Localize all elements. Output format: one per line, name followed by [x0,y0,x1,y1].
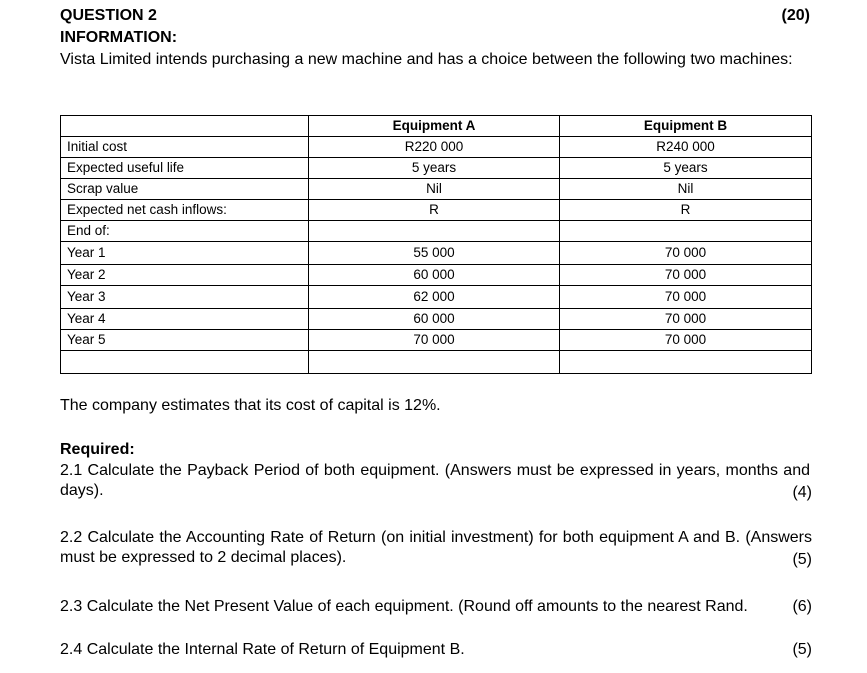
table-row [61,158,812,179]
equipment-a-value [309,351,560,374]
question-marks: (6) [792,598,812,615]
row-label: Initial cost [61,137,309,158]
row-label: Scrap value [61,179,309,200]
equipment-b-value: 70 000 [560,242,812,265]
equipment-b-value: 70 000 [560,265,812,286]
equipment-b-value: 70 000 [560,286,812,309]
question-text: 2.3 Calculate the Net Present Value of each equipment. (Round off amounts to the nearest Rand. [60,598,748,615]
question-marks: (5) [792,551,812,568]
question-item [60,640,812,660]
equipment-b-value [560,221,812,242]
equipment-a-value: 5 years [309,158,560,179]
table-row [61,179,812,200]
question-item [60,461,812,501]
equipment-b-value: R [560,200,812,221]
table-row [61,242,812,265]
table-header-cell [61,116,309,137]
row-label: Year 3 [61,286,309,309]
equipment-a-value: 62 000 [309,286,560,309]
equipment-a-value: 70 000 [309,330,560,351]
equipment-b-value: Nil [560,179,812,200]
table-row [61,200,812,221]
question-text: 2.4 Calculate the Internal Rate of Return of Equipment B. [60,641,465,658]
question-title: QUESTION 2 [60,7,157,24]
question-item [60,597,812,617]
equipment-a-value [309,221,560,242]
question-marks: (4) [792,484,812,501]
row-label: Expected net cash inflows: [61,200,309,221]
information-heading: INFORMATION: [60,29,178,46]
table-row [61,309,812,330]
question-text: 2.2 Calculate the Accounting Rate of Return (on initial investment) for both equipment A and B. (Answers must be expressed to 2 decimal places). [60,529,812,566]
intro-paragraph: Vista Limited intends purchasing a new machine and has a choice between the following two machines: [60,51,793,68]
question-text: 2.1 Calculate the Payback Period of both equipment. (Answers must be expressed in years, months and days). [60,462,810,499]
row-label: End of: [61,221,309,242]
question-header [60,6,810,28]
equipment-b-value: 70 000 [560,330,812,351]
question-marks: (5) [792,641,812,658]
equipment-b-value: 5 years [560,158,812,179]
equipment-a-value: R [309,200,560,221]
question-total-marks: (20) [781,7,810,24]
table-header-cell: Equipment B [560,116,812,137]
equipment-a-value: 55 000 [309,242,560,265]
equipment-a-value: R220 000 [309,137,560,158]
row-label: Year 2 [61,265,309,286]
table-row [61,265,812,286]
question-item [60,528,812,568]
row-label: Year 5 [61,330,309,351]
table-row [61,286,812,309]
equipment-a-value: Nil [309,179,560,200]
table-row [61,137,812,158]
required-heading: Required: [60,441,135,458]
table-row [61,351,812,374]
equipment-a-value: 60 000 [309,309,560,330]
equipment-a-value: 60 000 [309,265,560,286]
table-row [61,221,812,242]
equipment-b-value: R240 000 [560,137,812,158]
row-label: Year 4 [61,309,309,330]
table-header-row [61,116,812,137]
table-header-cell: Equipment A [309,116,560,137]
equipment-b-value [560,351,812,374]
equipment-b-value: 70 000 [560,309,812,330]
equipment-table [60,115,812,374]
cost-of-capital-text: The company estimates that its cost of capital is 12%. [60,397,441,414]
row-label: Expected useful life [61,158,309,179]
row-label [61,351,309,374]
table-row [61,330,812,351]
row-label: Year 1 [61,242,309,265]
